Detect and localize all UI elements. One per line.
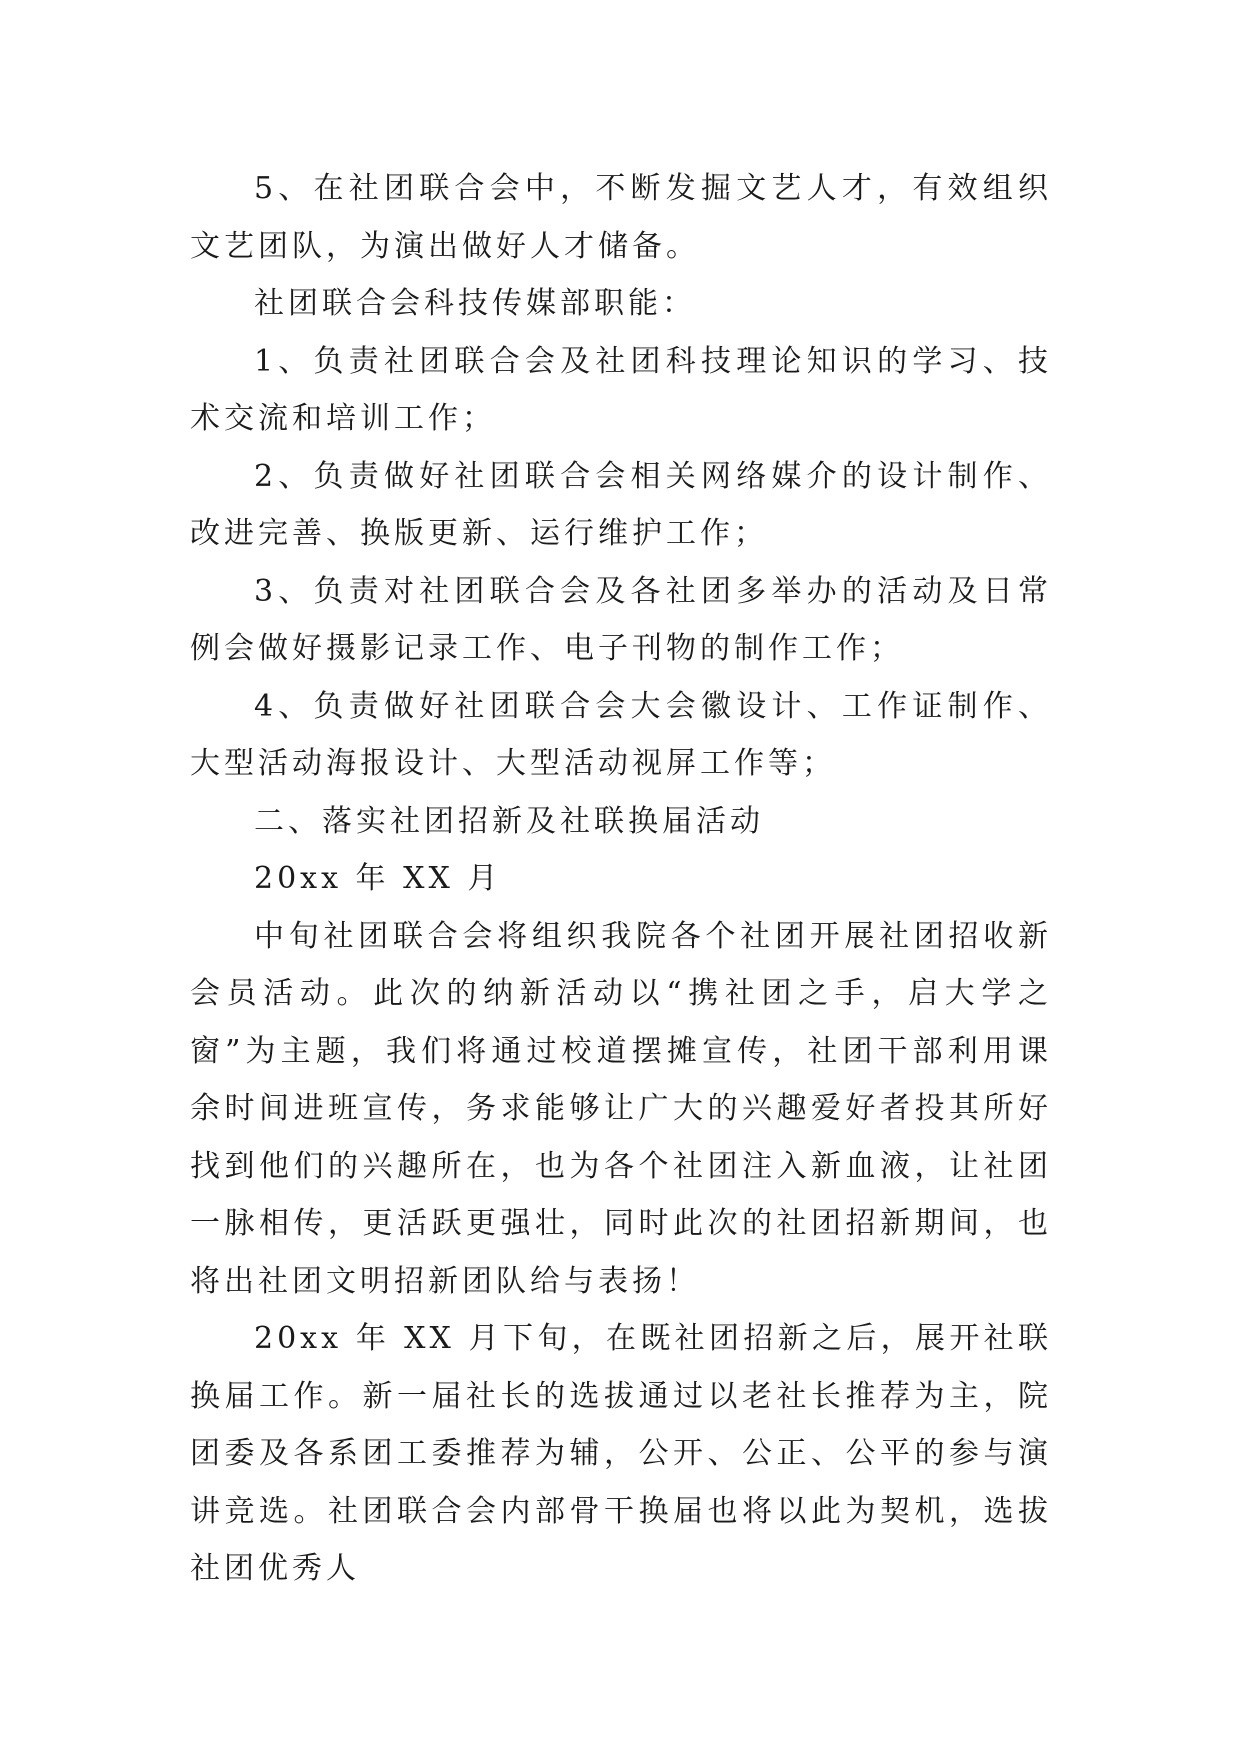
paragraph-art-talent: 5、在社团联合会中，不断发掘文艺人才，有效组织文艺团队，为演出做好人才储备。	[190, 171, 1052, 264]
paragraph-item-3: 3、负责对社团联合会及各社团多举办的活动及日常例会做好摄影记录工作、电子刊物的制作工作；	[190, 573, 1052, 666]
paragraph-item-4: 4、负责做好社团联合会大会徽设计、工作证制作、大型活动海报设计、大型活动视屏工作等；	[190, 688, 1052, 781]
section-heading-recruitment: 二、落实社团招新及社联换届活动	[254, 803, 764, 839]
paragraph-leadership-change: 20xx 年 XX 月下旬，在既社团招新之后，展开社联换届工作。新一届社长的选拔通过以老社长推荐为主，院团委及各系团工委推荐为辅，公开、公正、公平的参与演讲竞选。社团联合会内部骨干换届也将以此为契机，选拔社团优秀人	[190, 1321, 1052, 1586]
document-body	[190, 160, 1052, 1598]
paragraph-recruitment-activity: 中旬社团联合会将组织我院各个社团开展社团招收新会员活动。此次的纳新活动以“携社团之手，启大学之窗”为主题，我们将通过校道摆摊宣传，社团干部利用课余时间进班宣传，务求能够让广大的兴趣爱好者投其所好找到他们的兴趣所在，也为各个社团注入新血液，让社团一脉相传，更活跃更强壮，同时此次的社团招新期间，也将出社团文明招新团队给与表扬！	[190, 918, 1052, 1299]
paragraph-item-1: 1、负责社团联合会及社团科技理论知识的学习、技术交流和培训工作；	[190, 343, 1052, 436]
paragraph-date: 20xx 年 XX 月	[254, 861, 502, 896]
paragraph-tech-media-heading: 社团联合会科技传媒部职能：	[254, 286, 696, 321]
paragraph-item-2: 2、负责做好社团联合会相关网络媒介的设计制作、改进完善、换版更新、运行维护工作；	[190, 458, 1052, 551]
